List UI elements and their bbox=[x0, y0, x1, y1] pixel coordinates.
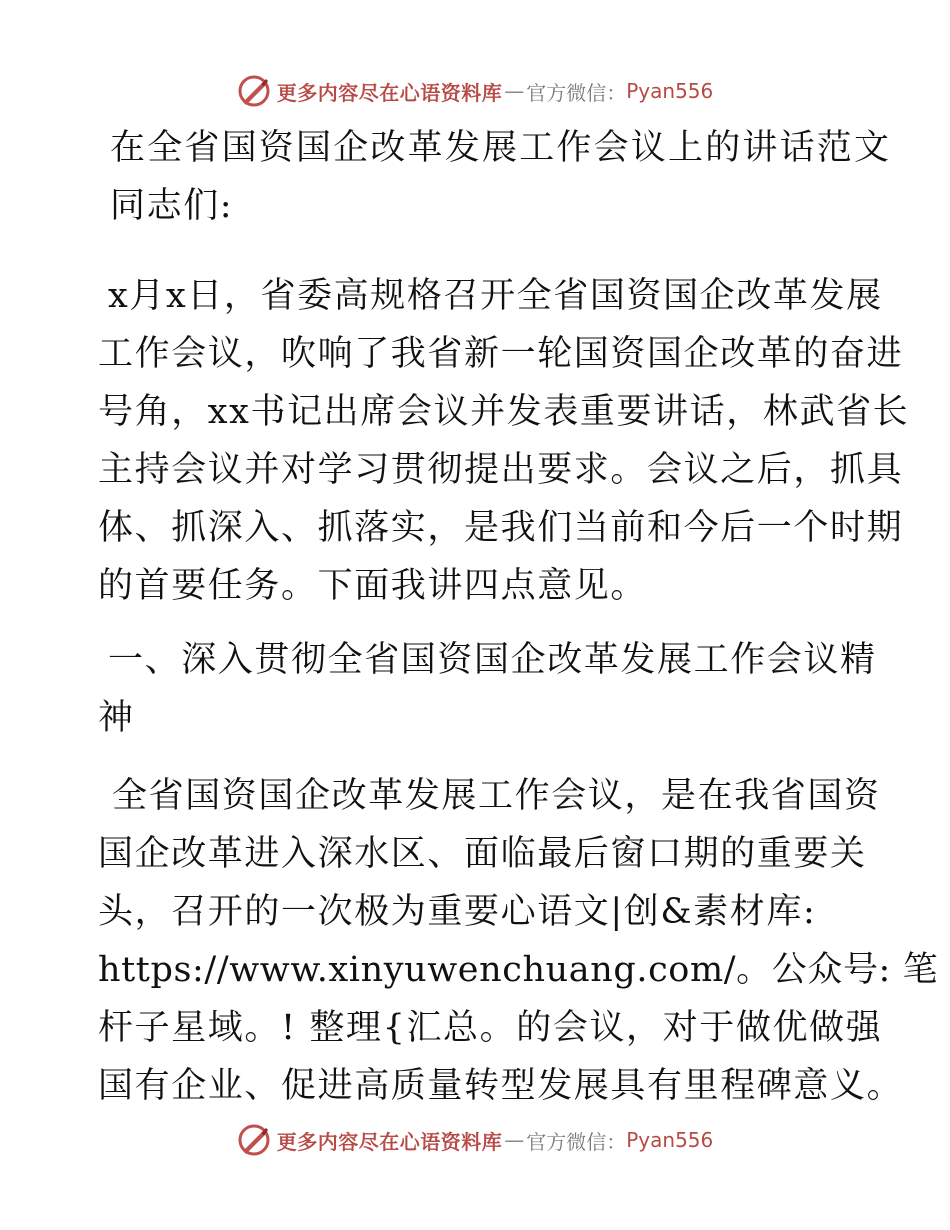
watermark-wechat-id: Pyan556 bbox=[626, 79, 714, 103]
watermark-site-text: 更多内容尽在心语资料库 bbox=[276, 80, 503, 105]
document-title: 在全省国资国企改革发展工作会议上的讲话范文 bbox=[110, 128, 892, 168]
watermark-separator: — bbox=[504, 1128, 525, 1152]
paragraph-line-url: https://www.xinyuwenchuang.com/。公众号: 笔 bbox=[98, 950, 939, 990]
watermark-site-text: 更多内容尽在心语资料库 bbox=[276, 1129, 503, 1154]
paragraph-line: 工作会议，吹响了我省新一轮国资国企改革的奋进 bbox=[98, 334, 904, 374]
paragraph-line: 的首要任务。下面我讲四点意见。 bbox=[98, 566, 648, 606]
paragraph-line: 号角，xx书记出席会议并发表重要讲话，林武省长 bbox=[98, 392, 910, 432]
watermark-label: 官方微信： bbox=[526, 80, 627, 105]
paragraph-line: 国企改革进入深水区、面临最后窗口期的重要关 bbox=[98, 834, 867, 874]
paragraph-line: 全省国资国企改革发展工作会议，是在我省国资 bbox=[112, 776, 881, 816]
paragraph-line: 头，召开的一次极为重要心语文|创&素材库: bbox=[98, 892, 817, 932]
watermark-wechat-id: Pyan556 bbox=[626, 1128, 714, 1152]
paragraph-line: x月x日，省委高规格召开全省国资国企改革发展 bbox=[108, 276, 883, 316]
footer-watermark bbox=[0, 1120, 950, 1160]
paragraph-line: 主持会议并对学习贯彻提出要求。会议之后，抓具 bbox=[98, 450, 904, 490]
paragraph-line: 体、抓深入、抓落实，是我们当前和今后一个时期 bbox=[98, 508, 904, 548]
watermark-label: 官方微信： bbox=[526, 1129, 627, 1154]
salutation: 同志们: bbox=[110, 186, 234, 226]
paragraph-line: 杆子星域。! 整理{汇总。的会议，对于做优做强 bbox=[98, 1008, 883, 1048]
header-watermark bbox=[0, 71, 950, 111]
heading-line: 一、深入贯彻全省国资国企改革发展工作会议精 bbox=[108, 640, 877, 680]
pen-logo-icon bbox=[237, 74, 271, 108]
heading-line: 神 bbox=[98, 698, 135, 738]
paragraph-line: 国有企业、促进高质量转型发展具有里程碑意义。 bbox=[98, 1066, 904, 1106]
watermark-separator: — bbox=[504, 79, 525, 103]
pen-logo-icon bbox=[237, 1123, 271, 1157]
